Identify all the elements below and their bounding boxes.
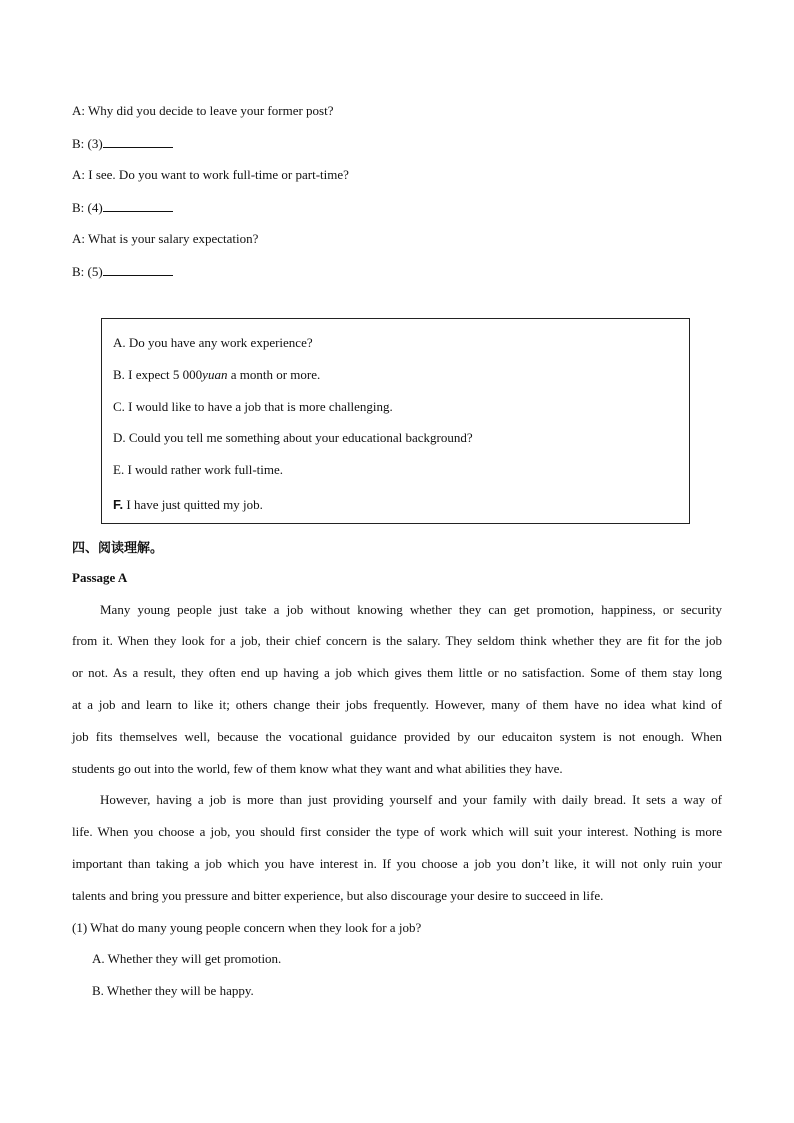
option-f-text: I have just quitted my job. [126, 497, 263, 512]
question-number: (5) [87, 264, 103, 279]
dialogue-text: I see. Do you want to work full-time or part-time? [88, 167, 349, 182]
paragraph-1-line: students go out into the world, few of them know what they want and what abilities they have. [72, 761, 563, 776]
paragraph-2-line: talents and bring you pressure and bitter experience, but also discourage your desire to succeed in life. [72, 888, 604, 903]
paragraph-2-line: However, having a job is more than just providing yourself and your family with daily bread. It sets a way of [100, 792, 722, 807]
dialogue-line-2 [72, 135, 173, 152]
speaker-label: B: [72, 136, 85, 151]
dialogue-text: Why did you decide to leave your former post? [88, 103, 334, 118]
dialogue-text: What is your salary expectation? [88, 231, 259, 246]
choice-a[interactable]: A. Whether they will get promotion. [92, 951, 282, 966]
option-b-unit: yuan [202, 367, 228, 382]
answer-blank[interactable] [103, 135, 173, 148]
question-stem: (1) What do many young people concern when they look for a job? [72, 920, 422, 935]
section-heading: 四、阅读理解。 [72, 541, 164, 556]
option-f-letter: F. [113, 497, 124, 512]
answer-blank[interactable] [103, 199, 173, 212]
speaker-label: A: [72, 231, 85, 246]
paragraph-1-line: job fits themselves well, because the vocational guidance provided by our educaiton system is not enough. When [72, 729, 722, 744]
dialogue-line-5 [72, 231, 258, 247]
question-number: (3) [87, 136, 103, 151]
options-box [101, 318, 690, 524]
option-a: A. Do you have any work experience? [113, 335, 313, 350]
paragraph-1-line: at a job and learn to like it; others change their jobs frequently. However, many of them have no idea what kind of [72, 697, 722, 712]
option-c: C. I would like to have a job that is more challenging. [113, 399, 393, 414]
speaker-label: A: [72, 103, 85, 118]
speaker-label: B: [72, 200, 85, 215]
paragraph-1-line: or not. As a result, they often end up having a job which gives them little or no satisfaction. Some of them stay long [72, 665, 722, 680]
option-f [113, 497, 263, 513]
paragraph-1-line: Many young people just take a job without knowing whether they can get promotion, happiness, or security [100, 602, 722, 617]
choice-b[interactable]: B. Whether they will be happy. [92, 983, 254, 998]
paragraph-2-line: life. When you choose a job, you should first consider the type of work which will suit your interest. Nothing is more [72, 824, 722, 839]
dialogue-line-4 [72, 199, 173, 216]
dialogue-line-3 [72, 167, 349, 183]
option-b-text: B. I expect 5 000 [113, 367, 203, 382]
answer-blank[interactable] [103, 263, 173, 276]
paragraph-1-line: from it. When they look for a job, their chief concern is the salary. They seldom think whether they are fit for the job [72, 633, 722, 648]
speaker-label: A: [72, 167, 85, 182]
paragraph-2-line: important than taking a job which you have interest in. If you choose a job you don’t like, it will not only ruin your [72, 856, 722, 871]
option-b-text-end: a month or more. [230, 367, 321, 382]
option-b [113, 367, 320, 383]
option-e: E. I would rather work full-time. [113, 462, 284, 477]
speaker-label: B: [72, 264, 85, 279]
option-d: D. Could you tell me something about your educational background? [113, 430, 473, 445]
question-number: (4) [87, 200, 103, 215]
passage-title: Passage A [72, 570, 128, 585]
dialogue-line-6 [72, 263, 173, 280]
dialogue-line-1 [72, 103, 334, 119]
